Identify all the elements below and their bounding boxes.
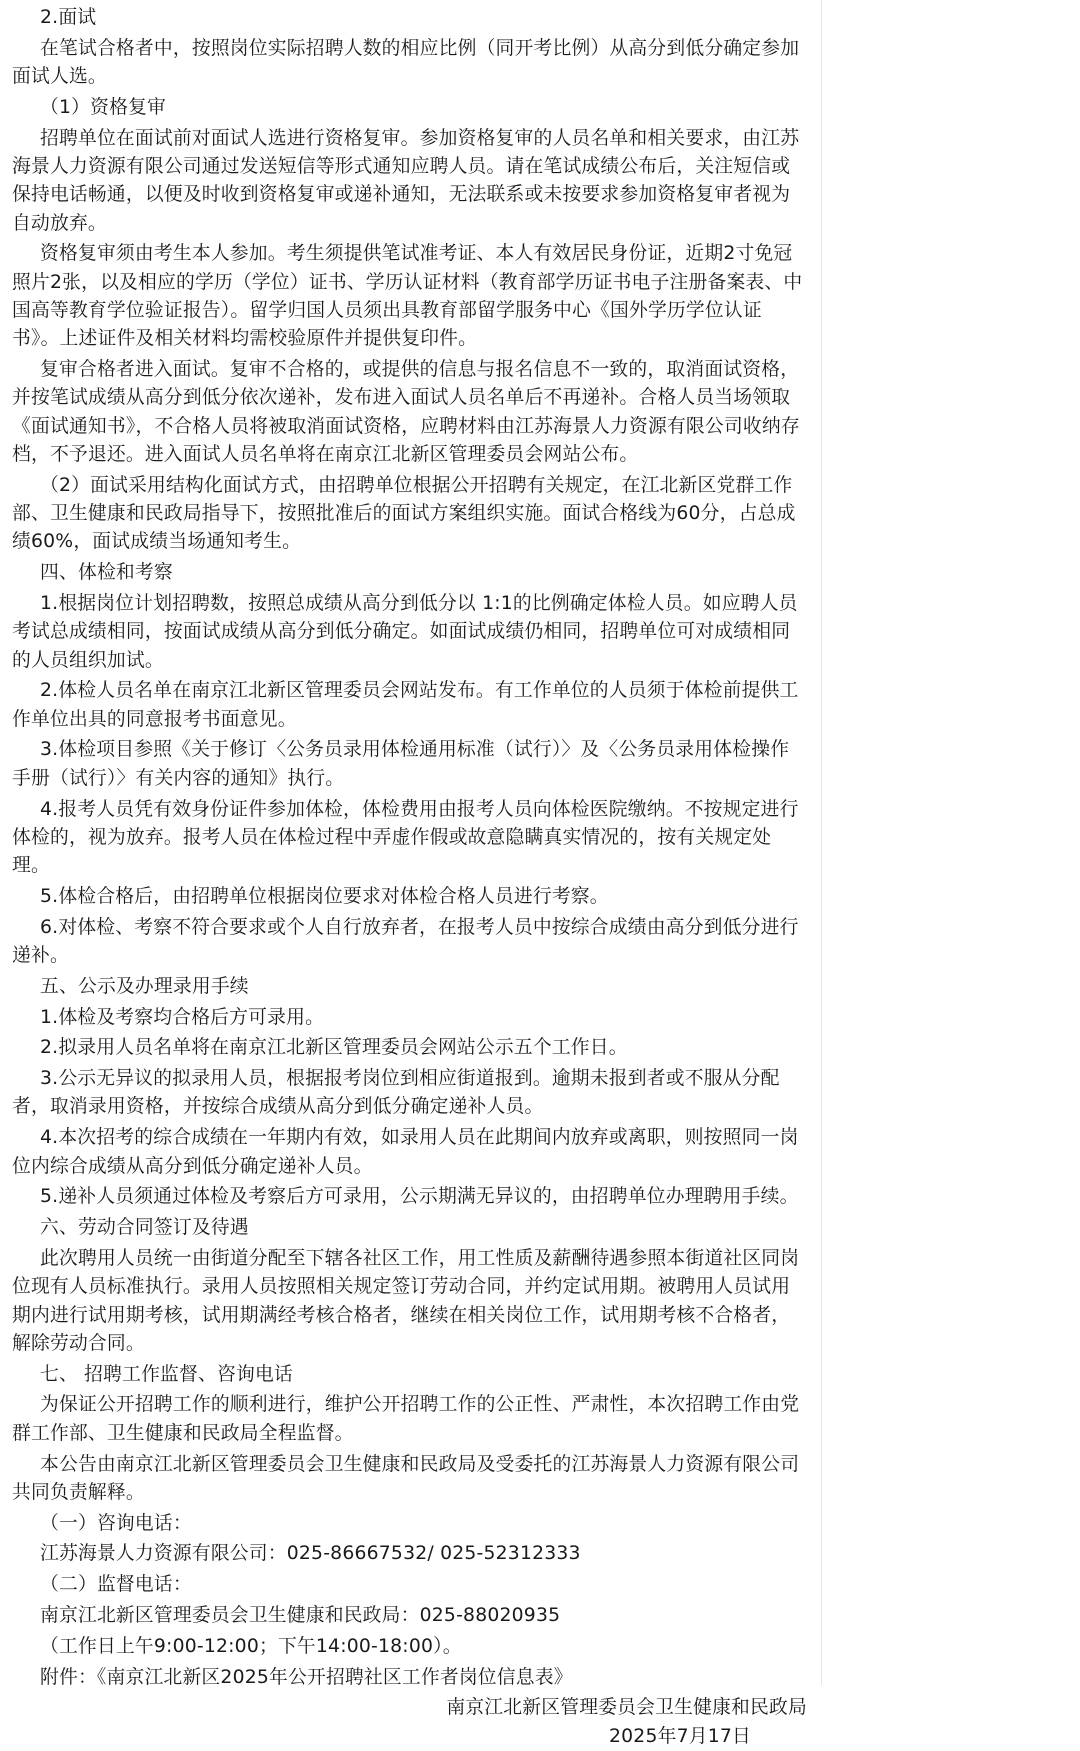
- paragraph-qualification-review-p1: 招聘单位在面试前对面试人选进行资格复审。参加资格复审的人员名单和相关要求，由江苏海景人力资源有限公司通过发送短信等形式通知应聘人员。请在笔试成绩公布后，关注短信或保持电话畅通，以便及时收到资格复审或递补通知，无法联系或未按要求参加资格复审者视为自动放弃。: [12, 127, 800, 234]
- paragraph-section-7-p1: 为保证公开招聘工作的顺利进行，维护公开招聘工作的公正性、严肃性，本次招聘工作由党群工作部、卫生健康和民政局全程监督。: [12, 1394, 800, 1444]
- paragraph-interview-intro: 在笔试合格者中，按照岗位实际招聘人数的相应比例（同开考比例）从高分到低分确定参加面试人选。: [12, 37, 800, 88]
- paragraph-section-5-item-5: 5.递补人员须通过体检及考察后方可录用，公示期满无异议的，由招聘单位办理聘用手续。: [40, 1186, 799, 1208]
- paragraph-section-7-heading: 七、 招聘工作监督、咨询电话: [40, 1363, 293, 1385]
- paragraph-qualification-review-heading: （1）资格复审: [40, 96, 167, 118]
- document-body: [12, 4, 807, 1694]
- paragraph-supervise-phone: 南京江北新区管理委员会卫生健康和民政局：025-88020935: [40, 1605, 561, 1627]
- paragraph-attachment: 附件：《南京江北新区2025年公开招聘社区工作者岗位信息表》: [40, 1666, 573, 1688]
- paragraph-section-5-item-3: 3.公示无异议的拟录用人员，根据报考岗位到相应街道报到。逾期未报到者或不服从分配者，取消录用资格，并按综合成绩从高分到低分确定递补人员。: [12, 1068, 780, 1118]
- issuer-signature: 南京江北新区管理委员会卫生健康和民政局: [446, 1697, 807, 1719]
- paragraph-section-5-heading: 五、公示及办理录用手续: [40, 975, 249, 997]
- paragraph-section-4-item-1: 1.根据岗位计划招聘数，按照总成绩从高分到低分以 1:1的比例确定体检人员。如应聘人员考试总成绩相同，按面试成绩从高分到低分确定。如面试成绩仍相同，招聘单位可对成绩相同的人员组织加试。: [12, 592, 798, 671]
- paragraph-section-4-item-3: 3.体检项目参照《关于修订〈公务员录用体检通用标准（试行）〉及〈公务员录用体检操作手册（试行）〉有关内容的通知》执行。: [12, 739, 790, 789]
- paragraph-section-4-item-4: 4.报考人员凭有效身份证件参加体检，体检费用由报考人员向体检医院缴纳。不按规定进行体检的，视为放弃。报考人员在体检过程中弄虚作假或故意隐瞒真实情况的，按有关规定处理。: [12, 798, 799, 877]
- paragraph-section-7-p2: 本公告由南京江北新区管理委员会卫生健康和民政局及受委托的江苏海景人力资源有限公司共同负责解释。: [12, 1453, 800, 1503]
- paragraph-section-6-heading: 六、劳动合同签订及待遇: [40, 1217, 249, 1239]
- paragraph-section-5-item-4: 4.本次招考的综合成绩在一年期内有效，如录用人员在此期间内放弃或离职，则按照同一岗位内综合成绩从高分到低分确定递补人员。: [12, 1127, 799, 1177]
- issue-date: 2025年7月17日: [609, 1725, 751, 1747]
- paragraph-consult-phone: 江苏海景人力资源有限公司：025-86667532/ 025-52312333: [40, 1543, 581, 1565]
- paragraph-consult-phone-heading: （一）咨询电话：: [40, 1512, 192, 1534]
- paragraph-structured-interview: （2）面试采用结构化面试方式，由招聘单位根据公开招聘有关规定，在江北新区党群工作部、卫生健康和民政局指导下，按照批准后的面试方案组织实施。面试合格线为60分，占总成绩60%，面试成绩当场通知考生。: [12, 474, 796, 553]
- paragraph-section-5-item-2: 2.拟录用人员名单将在南京江北新区管理委员会网站公示五个工作日。: [40, 1037, 628, 1059]
- paragraph-section-5-item-1: 1.体检及考察均合格后方可录用。: [40, 1006, 325, 1028]
- paragraph-section-4-item-5: 5.体检合格后，由招聘单位根据岗位要求对体检合格人员进行考察。: [40, 885, 609, 907]
- paragraph-section-4-item-2: 2.体检人员名单在南京江北新区管理委员会网站发布。有工作单位的人员须于体检前提供工作单位出具的同意报考书面意见。: [12, 680, 799, 730]
- paragraph-supervise-phone-heading: （二）监督电话：: [40, 1574, 192, 1596]
- paragraph-section-4-item-6: 6.对体检、考察不符合要求或个人自行放弃者，在报考人员中按综合成绩由高分到低分进行递补。: [12, 916, 799, 966]
- paragraph-office-hours: （工作日上午9:00-12:00；下午14:00-18:00）。: [40, 1635, 462, 1657]
- paragraph-section-4-heading: 四、体检和考察: [40, 562, 173, 584]
- paragraph-qualification-review-p2: 资格复审须由考生本人参加。考生须提供笔试准考证、本人有效居民身份证，近期2寸免冠照片2张，以及相应的学历（学位）证书、学历认证材料（教育部学历证书电子注册备案表、中国高等教育学位验证报告）。留学归国人员须出具教育部留学服务中心《国外学历学位认证书》。上述证件及相关材料均需校验原件并提供复印件。: [12, 243, 803, 350]
- paragraph-interview-heading: 2.面试: [40, 7, 97, 28]
- paragraph-qualification-review-p3: 复审合格者进入面试。复审不合格的，或提供的信息与报名信息不一致的，取消面试资格，并按笔试成绩从高分到低分依次递补，发布进入面试人员名单后不再递补。合格人员当场领取《面试通知书》，不合格人员将被取消面试资格，应聘材料由江苏海景人力资源有限公司收纳存档，不予退还。进入面试人员名单将在南京江北新区管理委员会网站公布。: [12, 359, 800, 465]
- paragraph-section-6-body: 此次聘用人员统一由街道分配至下辖各社区工作，用工性质及薪酬待遇参照本街道社区同岗位现有人员标准执行。录用人员按照相关规定签订劳动合同，并约定试用期。被聘用人员试用期内进行试用期考核，试用期满经考核合格者，继续在相关岗位工作，试用期考核不合格者，解除劳动合同。: [12, 1247, 800, 1354]
